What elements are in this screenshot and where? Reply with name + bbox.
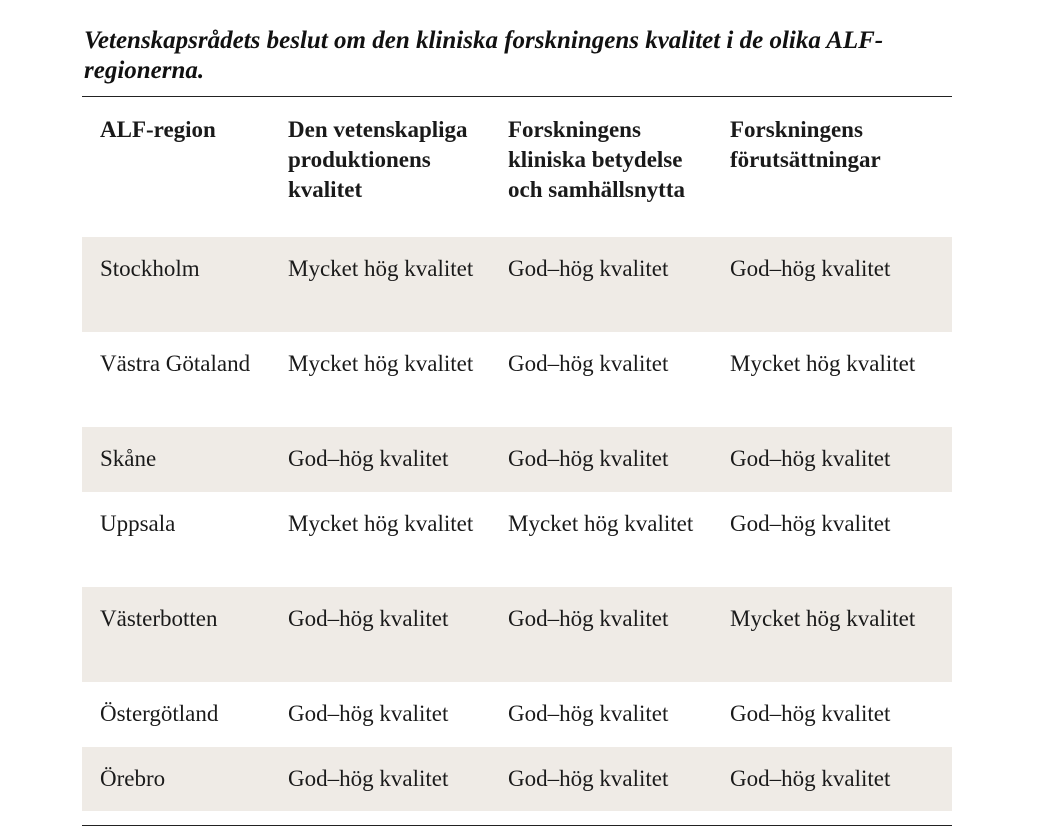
table-cell: God–hög kvalitet — [490, 587, 712, 682]
table-cell: God–hög kvalitet — [712, 237, 952, 332]
table-cell: God–hög kvalitet — [712, 747, 952, 811]
alf-quality-table — [82, 98, 952, 811]
table-row — [82, 682, 952, 747]
region-cell: Skåne — [82, 427, 270, 492]
table-cell: Mycket hög kvalitet — [288, 351, 474, 376]
table-cell: God–hög kvalitet — [490, 427, 712, 492]
table-cell: God–hög kvalitet — [508, 701, 669, 726]
table-caption: Vetenskapsrådets beslut om den kliniska forskningens kvalitet i de olika ALF-regionerna. — [84, 27, 884, 84]
table-cell: God–hög kvalitet — [270, 587, 490, 682]
region-cell: Västra Götaland — [100, 351, 251, 376]
table-cell: God–hög kvalitet — [712, 427, 952, 492]
table-cell: Mycket hög kvalitet — [730, 351, 916, 376]
table-cell: God–hög kvalitet — [730, 511, 891, 536]
table-row — [82, 492, 952, 587]
table-cell: God–hög kvalitet — [270, 747, 490, 811]
region-cell: Västerbotten — [82, 587, 270, 682]
table-cell: God–hög kvalitet — [288, 701, 449, 726]
region-cell: Örebro — [82, 747, 270, 811]
caption-rule — [82, 96, 952, 97]
header-row — [82, 98, 952, 237]
table-cell: Mycket hög kvalitet — [712, 587, 952, 682]
header-cell-region: ALF-region — [100, 117, 216, 142]
region-cell: Stockholm — [82, 237, 270, 332]
header-cell-production-quality: Den vetenskapliga produktionens kvalitet — [288, 117, 468, 202]
region-cell: Östergötland — [100, 701, 219, 726]
table-row — [82, 237, 952, 332]
header-cell-prerequisites: Forskningens förutsättningar — [730, 117, 881, 172]
region-cell: Uppsala — [100, 511, 176, 536]
table-cell: Mycket hög kvalitet — [508, 511, 694, 536]
table-row — [82, 587, 952, 682]
table-cell: Mycket hög kvalitet — [288, 511, 474, 536]
table-cell: God–hög kvalitet — [508, 351, 669, 376]
table-cell: God–hög kvalitet — [490, 747, 712, 811]
table-row — [82, 747, 952, 811]
header-cell-clinical-significance: Forskningens kliniska betydelse och samhällsnytta — [508, 117, 685, 202]
table-cell: God–hög kvalitet — [270, 427, 490, 492]
table-row — [82, 332, 952, 427]
table-cell: God–hög kvalitet — [730, 701, 891, 726]
table-cell: Mycket hög kvalitet — [270, 237, 490, 332]
table-row — [82, 427, 952, 492]
table-bottom-rule — [82, 825, 952, 826]
table-cell: God–hög kvalitet — [490, 237, 712, 332]
